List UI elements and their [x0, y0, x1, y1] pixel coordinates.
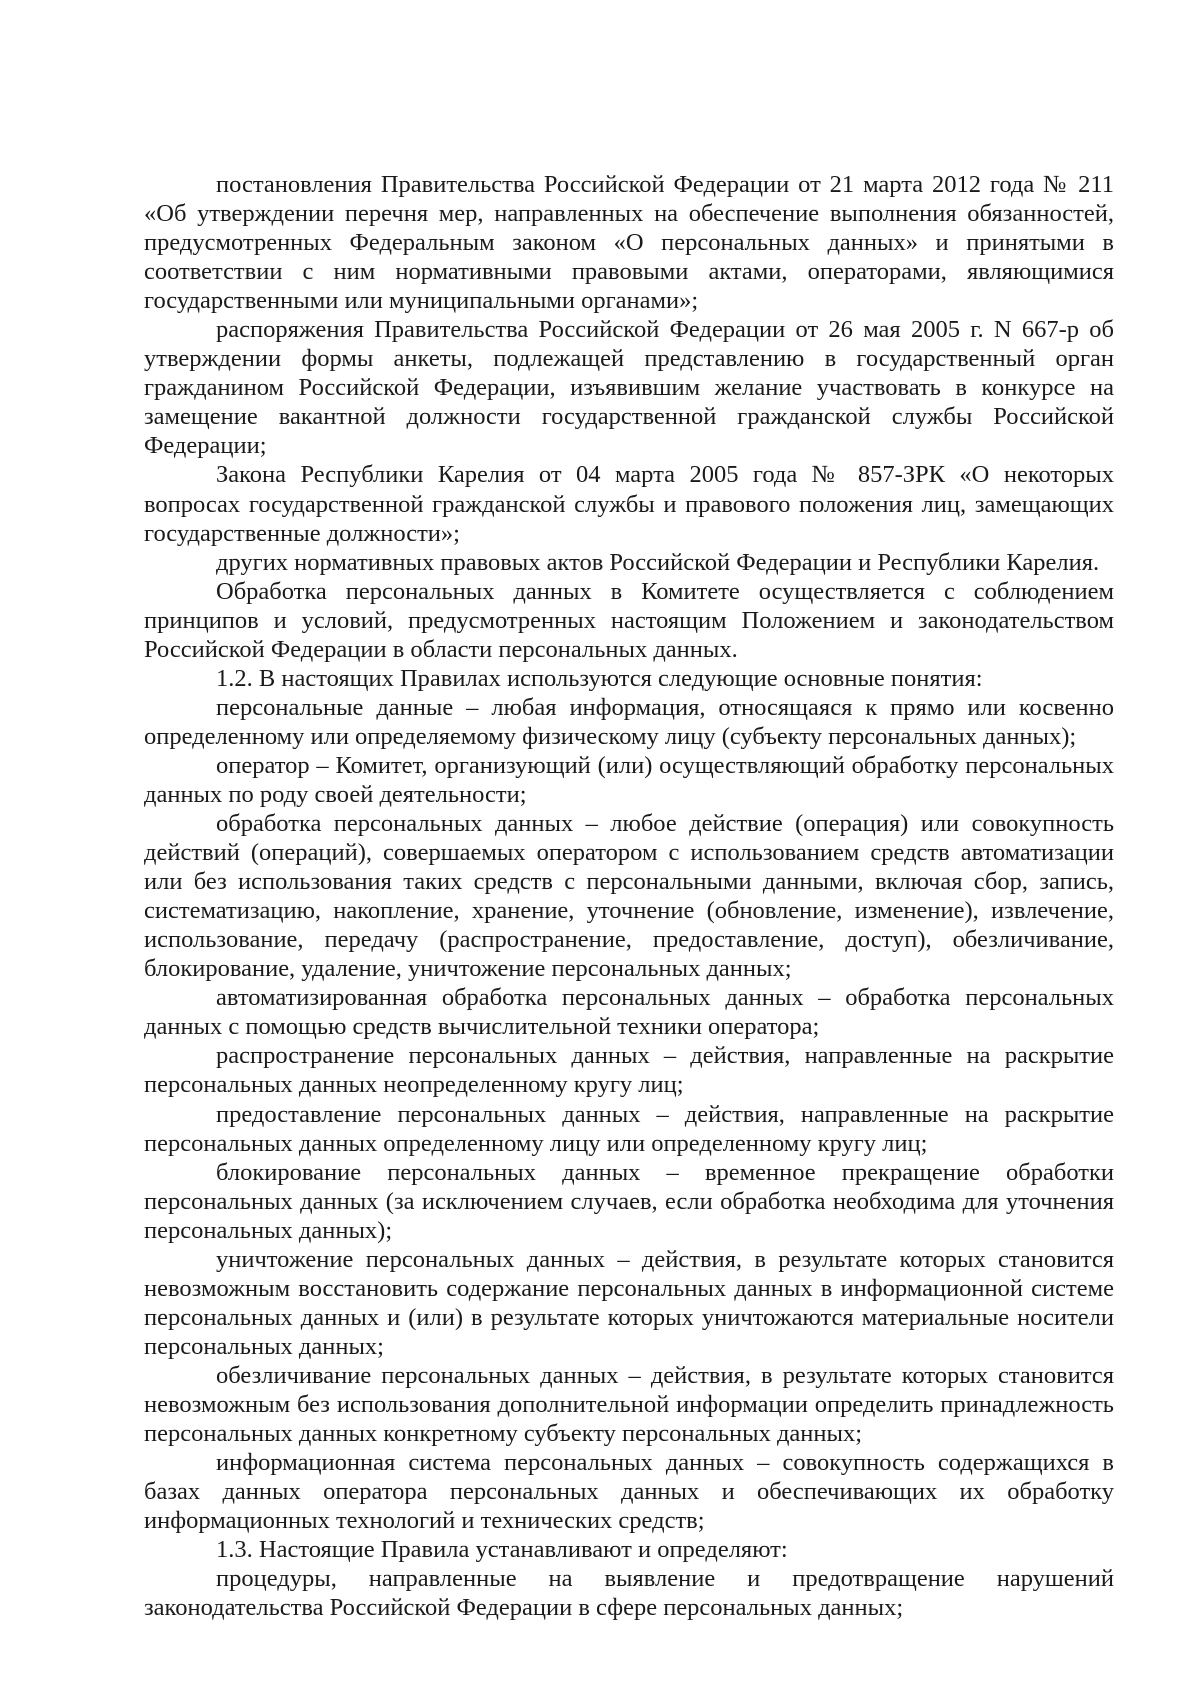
paragraph-processing-principles: Обработка персональных данных в Комитете осуществляется с соблюдением принципов и условий, предусмотренных настоящим Положением и законодательством Российской Федерации в области персональных данных. [144, 577, 1114, 663]
paragraph-procedures: процедуры, направленные на выявление и предотвращение нарушений законодательства Российской Федерации в сфере персональных данных; [144, 1565, 1114, 1622]
paragraph-karelia-law-857: Закона Республики Карелия от 04 марта 2005 года № 857-ЗРК «О некоторых вопросах государственной гражданской службы и правового положения лиц, замещающих государственные должности»; [144, 461, 1114, 547]
paragraph-def-automated-processing: автоматизированная обработка персональных данных – обработка персональных данных с помощью средств вычислительной техники оператора; [144, 984, 1114, 1041]
paragraph-def-blocking: блокирование персональных данных – временное прекращение обработки персональных данных (за исключением случаев, если обработка необходима для уточнения персональных данных); [144, 1158, 1114, 1244]
paragraph-def-operator: оператор – Комитет, организующий (или) осуществляющий обработку персональных данных по роду своей деятельности; [144, 751, 1114, 808]
paragraph-government-decree-211: постановления Правительства Российской Федерации от 21 марта 2012 года № 211 «Об утверждении перечня мер, направленных на обеспечение выполнения обязанностей, предусмотренных Федеральным законом «О персональных данных» и принятыми в соответствии с ним нормативными правовыми актами, операторами, являющимися государственными или муниципальными органами»; [144, 171, 1114, 315]
paragraph-def-destruction: уничтожение персональных данных – действия, в результате которых становится невозможным восстановить содержание персональных данных в информационной системе персональных данных и (или) в результате которых уничтожаются материальные носители персональных данных; [144, 1245, 1114, 1360]
paragraph-def-personal-data: персональные данные – любая информация, относящаяся к прямо или косвенно определенному или определяемому физическому лицу (субъекту персональных данных); [144, 693, 1114, 750]
paragraph-section-1-3: 1.3. Настоящие Правила устанавливают и определяют: [216, 1536, 788, 1564]
paragraph-def-processing: обработка персональных данных – любое действие (операция) или совокупность действий (операций), совершаемых оператором с использованием средств автоматизации или без использования таких средств с персональными данными, включая сбор, запись, систематизацию, накопление, хранение, уточнение (обновление, изменение), извлечение, использование, передачу (распространение, предоставление, доступ), обезличивание, блокирование, удаление, уничтожение персональных данных; [144, 810, 1114, 983]
paragraph-other-acts: других нормативных правовых актов Российской Федерации и Республики Карелия. [216, 548, 1100, 576]
paragraph-def-provision: предоставление персональных данных – действия, направленные на раскрытие персональных данных определенному лицу или определенному кругу лиц; [144, 1100, 1114, 1157]
paragraph-section-1-2: 1.2. В настоящих Правилах используются следующие основные понятия: [216, 664, 983, 692]
paragraph-def-dissemination: распространение персональных данных – действия, направленные на раскрытие персональных данных неопределенному кругу лиц; [144, 1042, 1114, 1099]
paragraph-def-depersonalization: обезличивание персональных данных – действия, в результате которых становится невозможным без использования дополнительной информации определить принадлежность персональных данных конкретному субъекту персональных данных; [144, 1361, 1114, 1448]
document-page [144, 170, 1114, 1622]
paragraph-def-information-system: информационная система персональных данных – совокупность содержащихся в базах данных оператора персональных данных и обеспечивающих их обработку информационных технологий и технических средств; [144, 1449, 1114, 1535]
paragraph-government-order-667r: распоряжения Правительства Российской Федерации от 26 мая 2005 г. N 667-р об утверждении формы анкеты, подлежащей представлению в государственный орган гражданином Российской Федерации, изъявившим желание участвовать в конкурсе на замещение вакантной должности государственной гражданской службы Российской Федерации; [144, 316, 1114, 460]
